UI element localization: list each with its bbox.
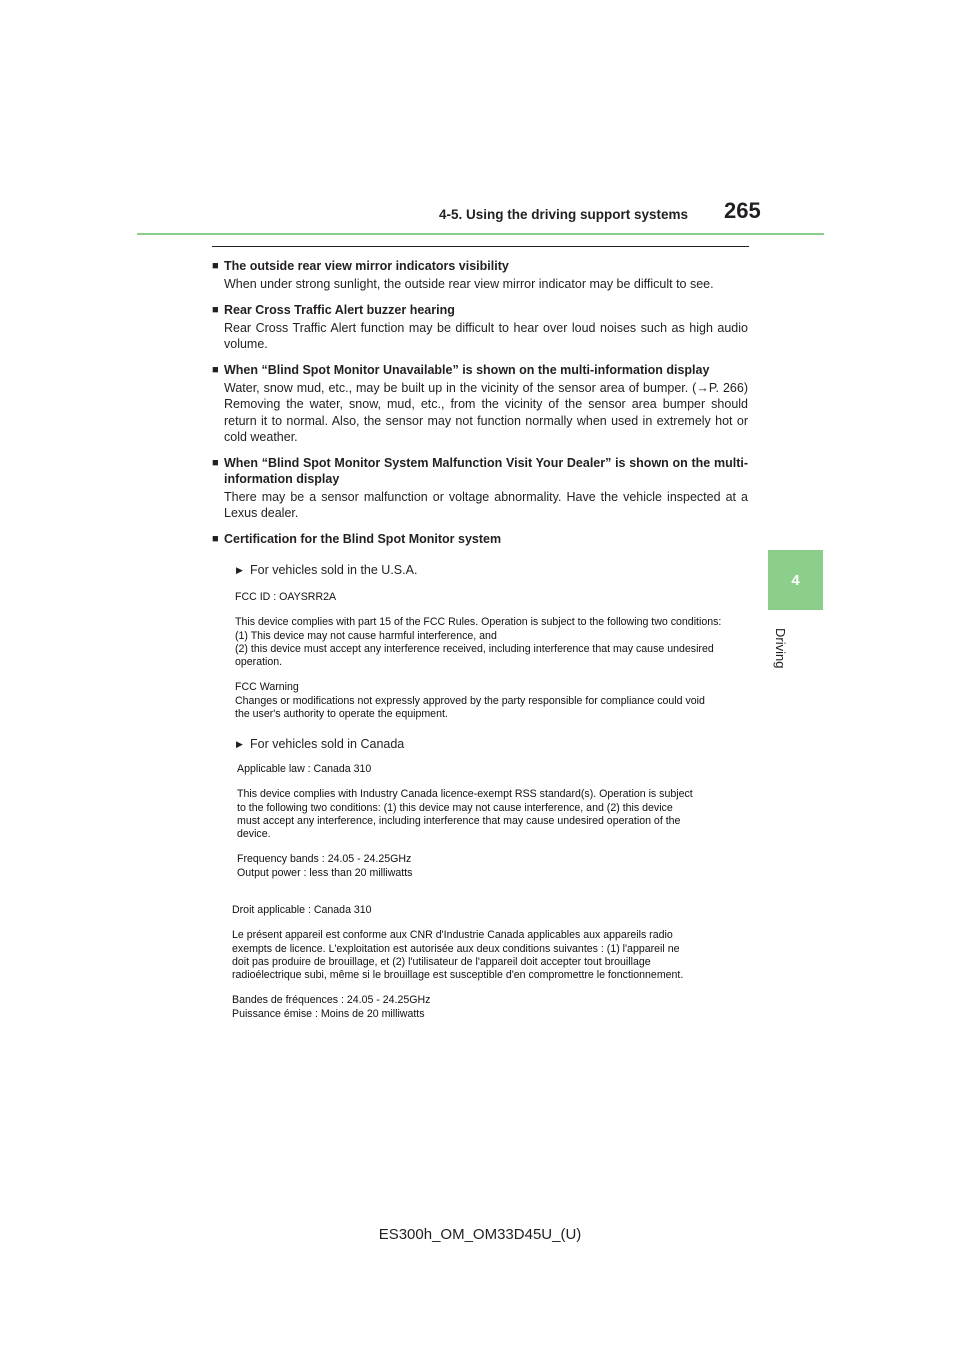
- section-title: ■ The outside rear view mirror indicators visibility: [212, 259, 509, 273]
- triangle-right-icon: ▶: [236, 565, 243, 575]
- square-bullet-icon: ■: [212, 363, 219, 376]
- square-bullet-icon: ■: [212, 303, 219, 316]
- section-title: ■ Certification for the Blind Spot Monitor system: [212, 531, 502, 546]
- square-bullet-icon: ■: [212, 532, 219, 545]
- page-number: 265: [724, 198, 761, 223]
- canada-certification-english: Applicable law : Canada 310 This device complies with Industry Canada licence-exempt RSS standard(s). Operation is subject to the following two conditions: (1) this device may not cause interference, and (2) this device must accept any interference, including interference that may cause undesired operation of the device. Frequency bands : 24.05 - 24.25GHz Output power : less than 20 milliwatts: [237, 763, 693, 879]
- section-title: ■ When “Blind Spot Monitor Unavailable” is shown on the multi-information display: [212, 362, 710, 377]
- content-divider: [212, 246, 749, 247]
- running-header-title: 4-5. Using the driving support systems: [438, 207, 688, 222]
- section-body: Water, snow mud, etc., may be built up in the vicinity of the sensor area of bumper. (→P. 266) Removing the water, snow, mud, etc., from the vicinity of the sensor area bumper should return it to normal. Also, the sensor may not function normally when used in extremely hot or cold weather.: [224, 380, 748, 444]
- chapter-tab: [768, 550, 823, 610]
- header-divider: [137, 233, 824, 235]
- section-body: Rear Cross Traffic Alert function may be difficult to hear over loud noises such as high audio volume.: [224, 320, 748, 351]
- triangle-right-icon: ▶: [236, 739, 243, 749]
- chapter-number: 4: [791, 571, 800, 589]
- section-title: ■ Rear Cross Traffic Alert buzzer hearing: [212, 302, 455, 317]
- square-bullet-icon: ■: [212, 260, 219, 272]
- fcc-certification-block: FCC ID : OAYSRR2A This device complies with part 15 of the FCC Rules. Operation is subject to the following two conditions: (1) This device may not cause harmful interference, and (2) this device must accept any interference received, including interference that may cause undesired operation. FCC Warning Changes or modifications not expressly approved by the party responsible for compliance could void the user's authority to operate the equipment.: [235, 591, 740, 721]
- document-code: ES300h_OM_OM33D45U_(U): [378, 1226, 582, 1243]
- section-body: When under strong sunlight, the outside rear view mirror indicator may be difficult to see.: [224, 277, 714, 291]
- section-title: ■ When “Blind Spot Monitor System Malfunction Visit Your Dealer” is shown on the multi-information display: [212, 455, 748, 486]
- section-body: There may be a sensor malfunction or voltage abnormality. Have the vehicle inspected at a Lexus dealer.: [224, 489, 748, 520]
- chapter-label: Driving: [773, 628, 788, 669]
- bullet-canada: ▶ For vehicles sold in Canada: [236, 737, 405, 751]
- bullet-usa: ▶ For vehicles sold in the U.S.A.: [236, 563, 418, 577]
- canada-certification-french: Droit applicable : Canada 310 Le présent appareil est conforme aux CNR d'Industrie Canada applicables aux appareils radio exempts de licence. L'exploitation est autorisée aux deux conditions suivantes : (1) l'appareil ne doit pas produire de brouillage, et (2) l'utilisateur de l'appareil doit accepter tout brouillage radioélectrique subi, même si le brouillage est susceptible d'en compromettre le fonctionnement. Bandes de fréquences : 24.05 - 24.25GHz Puissance émise : Moins de 20 milliwatts: [232, 904, 684, 1020]
- fcc-id: FCC ID : OAYSRR2A: [235, 591, 337, 603]
- page-content: [212, 258, 748, 549]
- fcc-warning-title: FCC Warning: [235, 681, 299, 694]
- square-bullet-icon: ■: [212, 456, 219, 469]
